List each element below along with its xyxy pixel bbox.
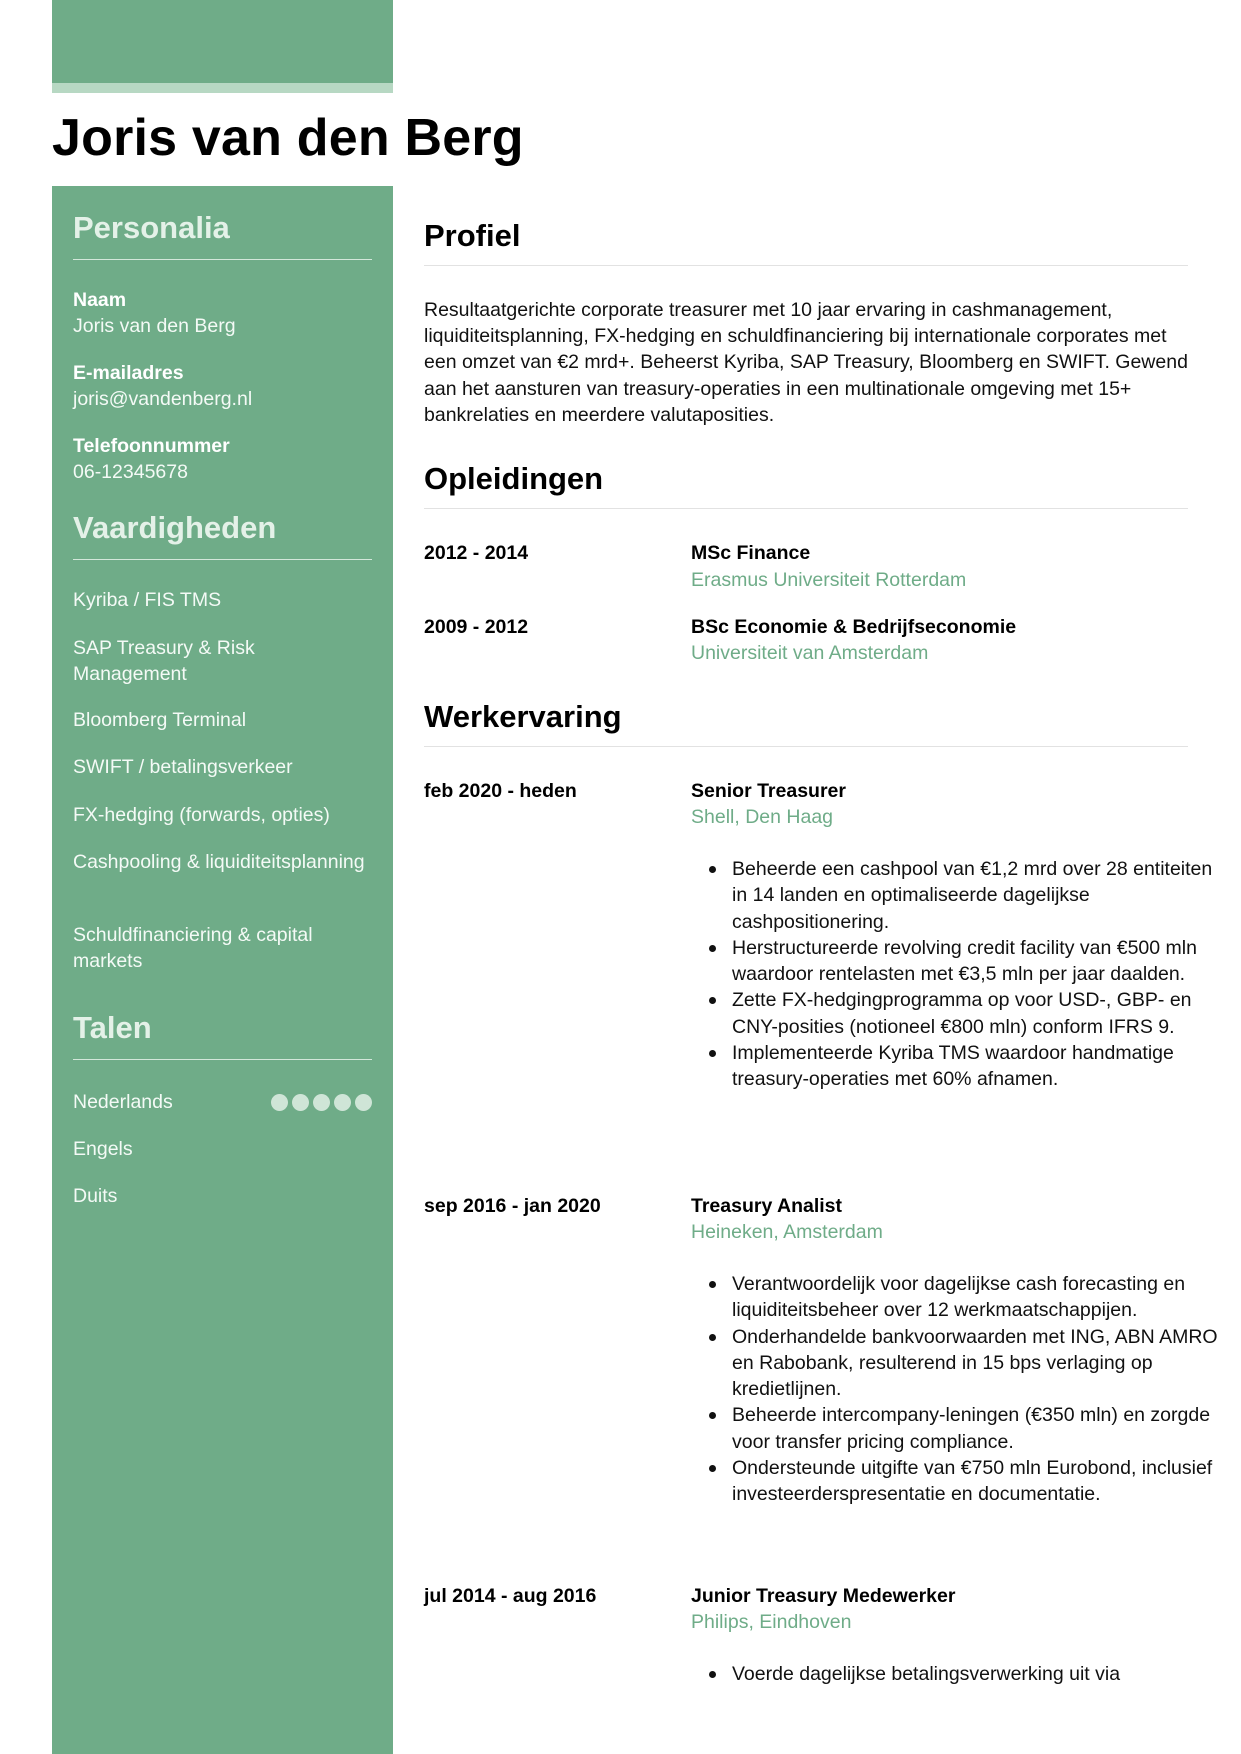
language-level-rating (271, 1094, 372, 1111)
divider (73, 559, 372, 560)
personalia-section (73, 208, 372, 260)
personalia-heading: Personalia (73, 210, 230, 245)
field-value: 06-12345678 (73, 461, 188, 483)
rating-dot (334, 1094, 351, 1111)
field-naam (73, 287, 372, 339)
field-value: joris@vandenberg.nl (73, 388, 253, 410)
sidebar (52, 186, 393, 1754)
divider (73, 1059, 372, 1060)
divider (73, 259, 372, 260)
divider (424, 746, 1188, 747)
skill-item: Bloomberg Terminal (73, 709, 247, 731)
rating-dot (355, 1094, 372, 1111)
job-bullets (691, 856, 1229, 1093)
field-telefoon (73, 433, 372, 485)
header-accent-block (52, 0, 393, 83)
skill-item: FX-hedging (forwards, opties) (73, 804, 330, 826)
job-title: Senior Treasurer (691, 780, 846, 802)
job-company: Shell, Den Haag (691, 806, 834, 828)
education-period: 2012 - 2014 (424, 542, 529, 564)
bullet-item: Zette FX-hedgingprogramma op voor USD-, GBP- en CNY-posities (notioneel €800 mln) conform IFRS 9. (732, 987, 1229, 1040)
job-period: jul 2014 - aug 2016 (424, 1585, 597, 1607)
bullet-item: Beheerde een cashpool van €1,2 mrd over 28 entiteiten in 14 landen en optimaliseerde dagelijkse cashpositionering. (732, 856, 1229, 935)
divider (424, 508, 1188, 509)
job-title: Treasury Analist (691, 1195, 843, 1217)
rating-dot (271, 1094, 288, 1111)
bullet-item: Implementeerde Kyriba TMS waardoor handmatige treasury-operaties met 60% afnamen. (732, 1040, 1229, 1093)
bullet-item: Onderhandelde bankvoorwaarden met ING, ABN AMRO en Rabobank, resulterend in 15 bps verlaging op kredietlijnen. (732, 1324, 1229, 1403)
languages-heading: Talen (73, 1010, 152, 1045)
profile-heading: Profiel (424, 218, 521, 253)
bullet-item: Verantwoordelijk voor dagelijkse cash forecasting en liquiditeitsbeheer over 12 werkmaatschappijen. (732, 1271, 1229, 1324)
header-accent-stripe (52, 83, 393, 93)
profile-text: Resultaatgerichte corporate treasurer met 10 jaar ervaring in cashmanagement, liquiditeitsplanning, FX-hedging en schuldfinanciering bij internationale corporates met een omzet van €2 mrd+. Beheerst Kyriba, SAP Treasury, Bloomberg en SWIFT. Gewend aan het aansturen van treasury-operaties in een multinationale omgeving met 15+ bankrelaties en meerdere valutaposities. (424, 299, 1188, 426)
bullet-item: Beheerde intercompany-leningen (€350 mln) en zorgde voor transfer pricing compliance. (732, 1402, 1229, 1455)
languages-section (73, 1008, 372, 1060)
language-name: Duits (73, 1185, 118, 1207)
field-label: Naam (73, 289, 127, 311)
field-value: Joris van den Berg (73, 315, 236, 337)
job-period: feb 2020 - heden (424, 780, 577, 802)
education-institution: Erasmus Universiteit Rotterdam (691, 569, 967, 591)
bullet-item: Ondersteunde uitgifte van €750 mln Eurobond, inclusief investeerderspresentatie en documentatie. (732, 1455, 1229, 1508)
language-item (73, 1183, 372, 1209)
language-name: Engels (73, 1138, 133, 1160)
education-institution: Universiteit van Amsterdam (691, 642, 929, 664)
skill-item: SWIFT / betalingsverkeer (73, 756, 293, 778)
job-title: Junior Treasury Medewerker (691, 1585, 956, 1607)
skills-heading: Vaardigheden (73, 510, 277, 545)
field-email (73, 360, 372, 412)
skill-item: SAP Treasury & Risk Management (73, 637, 255, 685)
skill-item: Kyriba / FIS TMS (73, 589, 222, 611)
skills-section (73, 508, 372, 560)
job-company: Philips, Eindhoven (691, 1611, 852, 1633)
rating-dot (313, 1094, 330, 1111)
rating-dot (292, 1094, 309, 1111)
job-bullets (691, 1271, 1229, 1508)
language-item (73, 1089, 372, 1115)
experience-heading: Werkervaring (424, 699, 622, 734)
skill-item: Schuldfinanciering & capital markets (73, 924, 313, 972)
bullet-item: Herstructureerde revolving credit facility van €500 mln waardoor rentelasten met €3,5 mln per jaar daalden. (732, 935, 1229, 988)
page-title: Joris van den Berg (52, 109, 524, 167)
job-bullets (691, 1661, 1229, 1687)
education-title: MSc Finance (691, 542, 811, 564)
skill-item: Cashpooling & liquiditeitsplanning (73, 851, 365, 873)
bullet-item: Voerde dagelijkse betalingsverwerking uit via (732, 1661, 1229, 1687)
job-period: sep 2016 - jan 2020 (424, 1195, 601, 1217)
field-label: E-mailadres (73, 362, 184, 384)
language-item (73, 1136, 372, 1162)
divider (424, 265, 1188, 266)
job-company: Heineken, Amsterdam (691, 1221, 883, 1243)
education-title: BSc Economie & Bedrijfseconomie (691, 616, 1017, 638)
language-name: Nederlands (73, 1091, 173, 1113)
field-label: Telefoonnummer (73, 435, 230, 457)
education-heading: Opleidingen (424, 461, 604, 496)
education-period: 2009 - 2012 (424, 616, 529, 638)
